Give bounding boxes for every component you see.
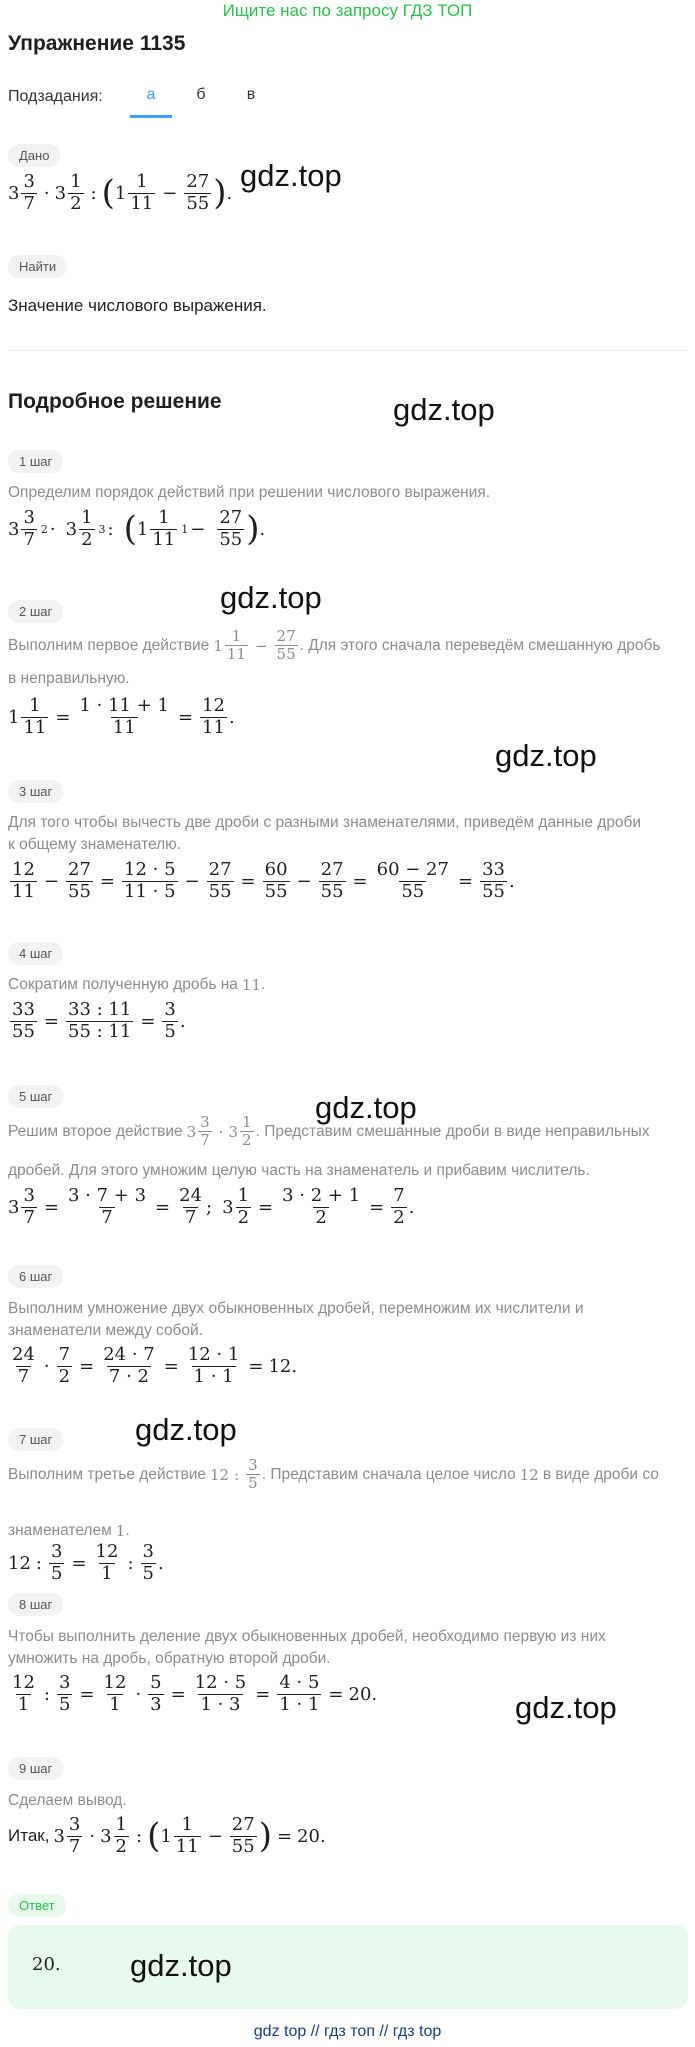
step-2-expression: 1 $\frac{1}{11}$ = $\frac{1 \cdot 11 + 1}{11}$ = $\frac{12}{11}$ . (8, 695, 235, 738)
step-5-text-line1 (8, 1114, 650, 1150)
watermark: gdz.top (240, 158, 342, 193)
step-7-expression: 12 : $\frac{3}{5}$ = $\frac{12}{1}$ : $\frac{3}{5}$ . (8, 1541, 164, 1584)
step-5-badge: 5 шаг (8, 1085, 63, 1108)
watermark: gdz.top (220, 580, 322, 615)
step-1-badge: 1 шаг (8, 450, 63, 473)
find-badge: Найти (8, 255, 67, 278)
step-2-text-line1 (8, 628, 660, 664)
step-5-text-after: . Представим смешанные дроби в виде неправильных (255, 1122, 650, 1140)
step-9-expression: Итак, 3 $\frac{3}{7}$ · 3 $\frac{1}{2}$ : ( 1 $\frac{1}{11}$ − $\frac{27}{55}$ ) = 20. (8, 1814, 326, 1857)
step-7-text-before: Выполним третье действие (8, 1465, 206, 1483)
footer-links[interactable]: gdz top // гдз топ // гдз top (253, 2023, 442, 2040)
answer-box (8, 1925, 688, 2009)
step-4-number: 11 (241, 976, 261, 994)
step-2-text-before: Выполним первое действие (8, 636, 210, 654)
tab-b[interactable]: б (196, 86, 206, 103)
step-4-text-before: Сократим полученную дробь на (8, 976, 238, 993)
step-9-badge: 9 шаг (8, 1757, 63, 1780)
step-7-number: 12 (519, 1465, 539, 1484)
step-5-inline-expr: 3 $\frac{3}{7}$ · 3 $\frac{1}{2}$ (186, 1113, 252, 1150)
step-8-badge: 8 шаг (8, 1593, 63, 1616)
answer-value: 20. (32, 1954, 61, 1975)
step-7-badge: 7 шаг (8, 1428, 63, 1451)
step-3-text-line2: к общему знаменателю. (8, 836, 182, 853)
find-text: Значение числового выражения. (8, 296, 267, 315)
step-6-badge: 6 шаг (8, 1265, 63, 1288)
tab-a[interactable]: а (146, 86, 156, 103)
step-3-badge: 3 шаг (8, 780, 63, 803)
step-2-text-after: . Для этого сначала переведём смешанную дробь (299, 636, 661, 654)
answer-badge: Ответ (8, 1894, 66, 1917)
step-4-text-after: . (261, 976, 266, 993)
step-5-expression: 3 $\frac{3}{7}$ = $\frac{3 \cdot 7 + 3}{7}$ = $\frac{24}{7}$ ; 3 $\frac{1}{2}$ = $\frac{3 \cdot 2 + 1}{2}$ = $\frac{7}{2}$ . (8, 1185, 415, 1228)
watermark: gdz.top (515, 1690, 617, 1725)
step-6-text-line2: знаменатели между собой. (8, 1322, 204, 1339)
watermark: gdz.top (130, 1948, 232, 1983)
step-7-text-line2 (8, 1520, 130, 1542)
subtasks-label: Подзадания: (8, 88, 103, 105)
step-7-dot: . (125, 1522, 130, 1539)
step-7-text-mid: . Представим сначала целое число (261, 1465, 516, 1483)
watermark: gdz.top (495, 738, 597, 773)
step-7-text-line1 (8, 1457, 659, 1493)
step-7-number-2: 1 (115, 1522, 126, 1540)
watermark: gdz.top (393, 392, 495, 427)
step-8-text-line2: умножить на дробь, обратную второй дроби. (8, 1650, 331, 1667)
active-tab-indicator (130, 115, 172, 118)
step-6-text-line1: Выполним умножение двух обыкновенных дробей, перемножим их числители и (8, 1300, 584, 1317)
step-5-text-line2: дробей. Для этого умножим целую часть на знаменатель и прибавим числитель. (8, 1162, 590, 1179)
step-8-text-line1: Чтобы выполнить деление двух обыкновенных дробей, необходимо первую из них (8, 1628, 606, 1645)
step-6-expression: $\frac{24}{7}$ · $\frac{7}{2}$ = $\frac{24 \cdot 7}{7 \cdot 2}$ = $\frac{12 \cdot 1}{1 \cdot 1}$ = 12. (12, 1344, 298, 1387)
watermark: gdz.top (135, 1412, 237, 1447)
step-1-expression: 3 $\frac{3}{7}$ 2 · 3 $\frac{1}{2}$ 3 : ( 1 $\frac{1}{11}$ 1 − $\frac{27}{55}$ ) . (8, 507, 266, 550)
page-title: Упражнение 1135 (8, 32, 186, 55)
step-7-text-after: в виде дроби со (542, 1465, 659, 1483)
step-5-text-before: Решим второе действие (8, 1122, 183, 1140)
search-banner[interactable]: Ищите нас по запросу ГДЗ ТОП (222, 1, 473, 20)
step-4-badge: 4 шаг (8, 942, 63, 965)
step-1-text: Определим порядок действий при решении числового выражения. (8, 484, 491, 501)
step-9-text: Сделаем вывод. (8, 1792, 127, 1809)
step-2-text-line2: в неправильную. (8, 670, 130, 687)
given-badge: Дано (8, 144, 60, 167)
tab-v[interactable]: в (246, 86, 256, 103)
step-2-inline-expr: 1 $\frac{1}{11}$ − $\frac{27}{55}$ (213, 627, 296, 664)
step-9-itak: Итак, (8, 1826, 50, 1846)
given-expression: 3 $\frac{3}{7}$ · 3 $\frac{1}{2}$ : ( 1 $\frac{1}{11}$ − $\frac{27}{55}$ ) . (8, 171, 233, 214)
solution-title: Подробное решение (8, 390, 222, 413)
step-3-expression: $\frac{12}{11}$ − $\frac{27}{55}$ = $\frac{12 \cdot 5}{11 \cdot 5}$ − $\frac{27}{55}$ = $\frac{60}{55}$ − $\frac{27}{55}$ = $\frac{60 - 27}{55}$ = $\frac{33}{55}$ . (12, 859, 515, 902)
watermark: gdz.top (315, 1090, 417, 1125)
step-2-badge: 2 шаг (8, 600, 63, 623)
divider (8, 350, 688, 351)
step-7-text-line2-label: знаменателем (8, 1522, 112, 1539)
step-3-text-line1: Для того чтобы вычесть две дроби с разными знаменателями, приведём данные дроби (8, 814, 642, 831)
step-4-text (8, 974, 265, 996)
step-7-inline-expr: 12 : $\frac{3}{5}$ (210, 1456, 258, 1493)
step-4-expression: $\frac{33}{55}$ = $\frac{33 : 11}{55 : 11}$ = $\frac{3}{5}$ . (12, 999, 186, 1042)
step-8-expression: $\frac{12}{1}$ : $\frac{3}{5}$ = $\frac{12}{1}$ · $\frac{5}{3}$ = $\frac{12 \cdot 5}{1 \cdot 3}$ = $\frac{4 \cdot 5}{1 \cdot 1}$ = 20. (12, 1672, 378, 1715)
